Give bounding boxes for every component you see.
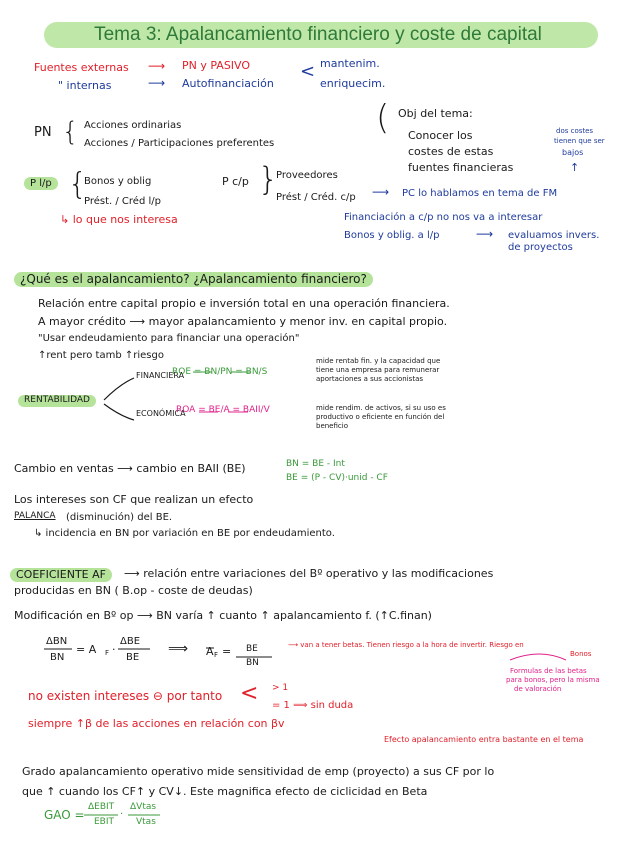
formula-bn2: BN	[246, 658, 259, 668]
pcp-prestamos: Prést / Créd. c/p	[276, 192, 356, 203]
roa-note3: beneficio	[316, 422, 348, 430]
obj-line3: fuentes financieras	[408, 161, 514, 174]
efecto-note: Efecto apalancamiento entra bastante en el tema	[384, 735, 584, 744]
dot: ·	[120, 809, 124, 820]
obj-side1: dos costes	[556, 127, 594, 135]
brace-icon: {	[68, 167, 88, 202]
gao-dvtas: ΔVtas	[130, 802, 157, 812]
formula-af2-sub: F	[214, 651, 219, 659]
roa-formula: ROA = BE/A = BAII/V	[176, 405, 270, 415]
coef-l1: ⟶ relación entre variaciones del Bº operativo y las modificaciones	[124, 567, 494, 580]
gao-label: GAO =	[44, 808, 85, 822]
arrow-icon: ⟶	[148, 59, 166, 73]
formula-be: BE	[126, 652, 140, 663]
obj-side3: bajos	[562, 148, 584, 157]
arrow-icon: ⟶	[476, 227, 494, 241]
brace-icon: {	[62, 117, 79, 147]
obj-label: Obj del tema:	[398, 107, 473, 120]
dot: ·	[112, 643, 116, 656]
brace-icon: <	[300, 61, 316, 82]
roe-note2: tiene una empresa para remunerar	[316, 366, 440, 374]
relacion-l3: "Usar endeudamiento para financiar una operación"	[38, 333, 300, 344]
gao-vtas: Vtas	[136, 817, 156, 827]
formula-eq: = A	[76, 643, 97, 656]
autofinanciacion: Autofinanciación	[182, 77, 274, 90]
q-heading: ¿Qué es el apalancamiento? ¿Apalancamiento financiero?	[14, 272, 373, 287]
gao-ebit: EBIT	[94, 817, 115, 827]
acciones-preferentes: Acciones / Participaciones preferentes	[84, 138, 275, 149]
formula-dbe: ΔBE	[120, 636, 141, 647]
formula-be2: BE	[246, 644, 258, 654]
gao-debit: ΔEBIT	[88, 802, 115, 812]
bn-formula1: BN = BE - Int	[286, 459, 345, 469]
formula-note-l2: Bonos	[570, 650, 592, 658]
economica-label: ECONÓMICA	[136, 409, 186, 418]
rentabilidad-label: RENTABILIDAD	[18, 395, 96, 407]
modif-line: Modificación en Bº op ⟶ BN varía ↑ cuanto ↑ apalancamiento f. (↑C.finan)	[14, 609, 432, 622]
plp-bonos: Bonos y oblig	[84, 176, 152, 187]
formula-af2: A	[206, 645, 214, 658]
pn-label: PN	[34, 125, 52, 140]
no-int-eq1: = 1 ⟹ sin duda	[272, 700, 354, 711]
formula-af-sub: F	[105, 649, 110, 657]
palanca-label: PALANCA	[14, 511, 56, 521]
fin-note2b: evaluamos invers.	[508, 230, 600, 241]
siempre-line: siempre ↑β de las acciones en relación con βv	[28, 717, 285, 730]
brace-icon: }	[258, 160, 279, 198]
cambio-line: Cambio en ventas ⟶ cambio en BAII (BE)	[14, 462, 246, 475]
mantenimiento: mantenim.	[320, 57, 380, 70]
relacion-l4: ↑rent pero tamb ↑riesgo	[38, 350, 164, 361]
roa-note2: productivo o eficiente en función del	[316, 413, 445, 421]
bn-formula2: BE = (P - CV)·unid - CF	[286, 473, 388, 483]
grado-l1: Grado apalancamiento operativo mide sensitividad de emp (proyecto) a sus CF por lo	[22, 765, 495, 778]
roe-formula: ROE = BN/PN = BN/S	[172, 367, 268, 377]
obj-side2: tienen que ser	[554, 137, 605, 145]
acciones-ordinarias: Acciones ordinarias	[84, 120, 182, 131]
no-int-gt1: > 1	[272, 683, 289, 693]
up-arrow-icon: ↑	[570, 161, 580, 174]
intereses-l3: ↳ incidencia en BN por variación en BE por endeudamiento.	[34, 528, 335, 539]
formula-note2-l3: de valoración	[514, 685, 562, 693]
formula-note2-l1: Formulas de las betas	[510, 667, 587, 675]
arrow-icon: ⟶	[148, 76, 166, 90]
grado-l2: que ↑ cuando los CF↑ y CV↓. Este magnifica efecto de ciclicidad en Beta	[22, 785, 428, 798]
fuentes-externas: Fuentes externas	[34, 61, 129, 74]
relacion-l2: A mayor crédito ⟶ mayor apalancamiento y menor inv. en capital propio.	[38, 315, 448, 328]
formula-note-l1: ⟶ van a tener betas. Tienen riesgo a la hora de invertir. Riesgo en	[288, 641, 524, 649]
pcp-proveedores: Proveedores	[276, 170, 338, 181]
no-int-text: no existen intereses ⊖ por tanto	[28, 689, 223, 703]
formula-dbn: ΔBN	[46, 636, 68, 647]
implies-icon: ⟹	[168, 641, 189, 657]
fuentes-internas: " internas	[58, 79, 112, 92]
fin-note2: Bonos y oblig. a l/p	[344, 230, 440, 241]
financiera-label: FINANCIERA	[136, 371, 185, 380]
pcp-label: P c/p	[222, 175, 249, 188]
equals: =	[222, 645, 232, 658]
plp-label: P l/p	[24, 177, 58, 190]
roa-note1: mide rendim. de activos, si su uso es	[316, 404, 446, 412]
branch-icon: <	[240, 681, 259, 706]
roe-note3: aportaciones a sus accionistas	[316, 375, 424, 383]
paren-icon: (	[376, 98, 390, 138]
intereses-l1: Los intereses son CF que realizan un efecto	[14, 493, 254, 506]
formula-note2-l2: para bonos, pero la misma	[506, 676, 600, 684]
obj-line2: costes de estas	[408, 145, 494, 158]
page-title: Tema 3: Apalancamiento financiero y coste de capital	[94, 24, 542, 45]
pn-pasivo: PN y PASIVO	[182, 59, 251, 72]
pc-note: PC lo hablamos en tema de FM	[402, 188, 558, 199]
roe-note1: mide rentab fin. y la capacidad que	[316, 357, 441, 365]
relacion-l1: Relación entre capital propio e inversión total en una operación financiera.	[38, 297, 450, 310]
arrow-icon: ⟶	[372, 185, 390, 199]
enriquecimiento: enriquecim.	[320, 77, 386, 90]
obj-line1: Conocer los	[408, 129, 473, 142]
fin-note1: Financiación a c/p no nos va a interesar	[344, 212, 543, 223]
coef-l2: producidas en BN ( B.op - coste de deudas)	[14, 584, 253, 597]
fin-note3: de proyectos	[508, 242, 573, 253]
plp-prestamos: Prést. / Créd l/p	[84, 196, 161, 207]
intereses-l2: (disminución) del BE.	[66, 512, 173, 523]
coef-label: COEFICIENTE AF	[10, 568, 112, 582]
formula-bn: BN	[50, 652, 65, 663]
plp-note: ↳ lo que nos interesa	[60, 213, 178, 226]
